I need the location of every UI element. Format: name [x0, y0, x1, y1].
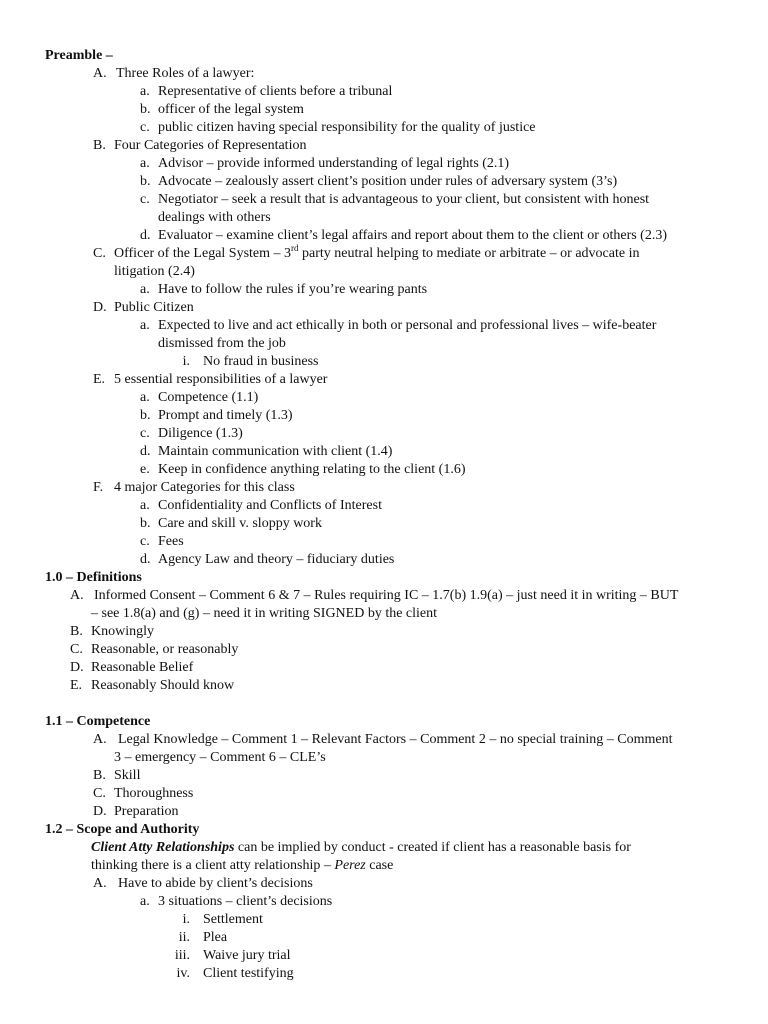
- outline-marker: A.: [93, 732, 107, 747]
- outline-text: Legal Knowledge – Comment 1 – Relevant Factors – Comment 2 – no special training – Comment: [118, 732, 673, 747]
- outline-text: Thoroughness: [114, 786, 194, 801]
- outline-text: Advocate – zealously assert client’s position under rules of adversary system (3’s): [158, 174, 618, 189]
- outline-marker: d.: [140, 444, 151, 459]
- outline-text: Care and skill v. sloppy work: [158, 516, 322, 531]
- outline-marker: a.: [140, 498, 150, 513]
- outline-text-continued: dealings with others: [158, 210, 271, 225]
- outline-marker: iii.: [174, 948, 190, 963]
- outline-marker: c.: [140, 120, 150, 135]
- scope-paragraph-continued: [91, 857, 393, 875]
- outline-marker: c.: [140, 534, 150, 549]
- outline-marker: D.: [93, 300, 107, 315]
- preamble-heading: Preamble –: [45, 48, 113, 63]
- outline-text: Evaluator – examine client’s legal affairs and report about them to the client or others (2.3): [158, 228, 668, 243]
- outline-text: Client testifying: [203, 966, 294, 981]
- outline-text: Waive jury trial: [203, 948, 291, 963]
- outline-text: Representative of clients before a tribunal: [158, 84, 393, 99]
- outline-text-continued: dismissed from the job: [158, 336, 286, 351]
- paragraph-text: thinking there is a client atty relationship –: [91, 858, 335, 873]
- scope-heading: 1.2 – Scope and Authority: [45, 822, 200, 837]
- definitions-heading: 1.0 – Definitions: [45, 570, 142, 585]
- outline-marker: C.: [93, 786, 106, 801]
- outline-marker: i.: [182, 912, 190, 927]
- outline-text: Expected to live and act ethically in both or personal and professional lives – wife-beater: [158, 318, 657, 333]
- case-name: Perez: [334, 858, 366, 873]
- outline-text-part: Officer of the Legal System – 3: [114, 246, 292, 261]
- outline-marker: D.: [93, 804, 107, 819]
- outline-text: Plea: [203, 930, 228, 945]
- outline-marker: a.: [140, 282, 150, 297]
- outline-text: Knowingly: [91, 624, 154, 639]
- outline-marker: i.: [182, 354, 190, 369]
- outline-text-continued: – see 1.8(a) and (g) – need it in writing SIGNED by the client: [91, 606, 438, 621]
- outline-marker: a.: [140, 84, 150, 99]
- outline-text: public citizen having special responsibility for the quality of justice: [158, 120, 536, 135]
- outline-text: Four Categories of Representation: [114, 138, 307, 153]
- competence-heading: 1.1 – Competence: [45, 714, 151, 729]
- outline-text: officer of the legal system: [158, 102, 304, 117]
- outline-marker: ii.: [178, 930, 190, 945]
- outline-marker: a.: [140, 156, 150, 171]
- outline-text: Have to follow the rules if you’re wearing pants: [158, 282, 428, 297]
- outline-text: Confidentiality and Conflicts of Interest: [158, 498, 382, 513]
- outline-marker: B.: [93, 138, 106, 153]
- outline-text: Skill: [114, 768, 141, 783]
- outline-marker: b.: [140, 174, 151, 189]
- outline-text: Reasonably Should know: [91, 678, 235, 693]
- outline-text: Informed Consent – Comment 6 & 7 – Rules requiring IC – 1.7(b) 1.9(a) – just need it in writing – BUT: [94, 588, 679, 603]
- outline-text: Advisor – provide informed understanding of legal rights (2.1): [158, 156, 510, 171]
- paragraph-text: case: [365, 858, 394, 873]
- outline-text: Keep in confidence anything relating to the client (1.6): [158, 462, 466, 477]
- outline-marker: iv.: [176, 966, 190, 981]
- outline-text: 3 situations – client’s decisions: [158, 894, 333, 909]
- outline-text: Have to abide by client’s decisions: [118, 876, 313, 891]
- outline-marker: b.: [140, 102, 151, 117]
- outline-marker: A.: [70, 588, 84, 603]
- outline-text: Agency Law and theory – fiduciary duties: [158, 552, 395, 567]
- emphasis-term: Client Atty Relationships: [91, 840, 235, 855]
- outline-marker: a.: [140, 390, 150, 405]
- outline-marker: e.: [140, 462, 150, 477]
- outline-text: Public Citizen: [114, 300, 194, 315]
- outline-marker: b.: [140, 408, 151, 423]
- outline-marker: b.: [140, 516, 151, 531]
- outline-marker: E.: [93, 372, 106, 387]
- outline-text: Three Roles of a lawyer:: [116, 66, 255, 81]
- outline-marker: B.: [70, 624, 83, 639]
- outline-marker: C.: [93, 246, 106, 261]
- outline-text: Competence (1.1): [158, 390, 259, 405]
- outline-text: Negotiator – seek a result that is advantageous to your client, but consistent with honest: [158, 192, 650, 207]
- superscript: rd: [291, 243, 299, 253]
- scope-paragraph: [91, 839, 631, 857]
- outline-text: Maintain communication with client (1.4): [158, 444, 393, 459]
- outline-marker: B.: [93, 768, 106, 783]
- paragraph-text: can be implied by conduct - created if client has a reasonable basis for: [234, 840, 631, 855]
- outline-text: Settlement: [203, 912, 263, 927]
- outline-text: [114, 245, 639, 263]
- outline-marker: C.: [70, 642, 83, 657]
- outline-marker: D.: [70, 660, 84, 675]
- outline-text: 5 essential responsibilities of a lawyer: [114, 372, 328, 387]
- outline-text: No fraud in business: [203, 354, 319, 369]
- outline-text: Reasonable Belief: [91, 660, 194, 675]
- outline-marker: c.: [140, 426, 150, 441]
- outline-text-continued: litigation (2.4): [114, 264, 195, 279]
- outline-text: Prompt and timely (1.3): [158, 408, 293, 423]
- outline-marker: a.: [140, 318, 150, 333]
- outline-marker: E.: [70, 678, 83, 693]
- outline-marker: d.: [140, 552, 151, 567]
- outline-marker: c.: [140, 192, 150, 207]
- outline-marker: F.: [93, 480, 104, 495]
- outline-text: 4 major Categories for this class: [114, 480, 295, 495]
- outline-marker: A.: [93, 876, 107, 891]
- outline-text: Fees: [158, 534, 184, 549]
- outline-marker: A.: [93, 66, 107, 81]
- outline-text: Preparation: [114, 804, 179, 819]
- outline-text-continued: 3 – emergency – Comment 6 – CLE’s: [114, 750, 326, 765]
- outline-text: Reasonable, or reasonably: [91, 642, 239, 657]
- outline-text: Diligence (1.3): [158, 426, 243, 441]
- outline-marker: d.: [140, 228, 151, 243]
- outline-marker: a.: [140, 894, 150, 909]
- outline-text-part: party neutral helping to mediate or arbitrate – or advocate in: [298, 246, 640, 261]
